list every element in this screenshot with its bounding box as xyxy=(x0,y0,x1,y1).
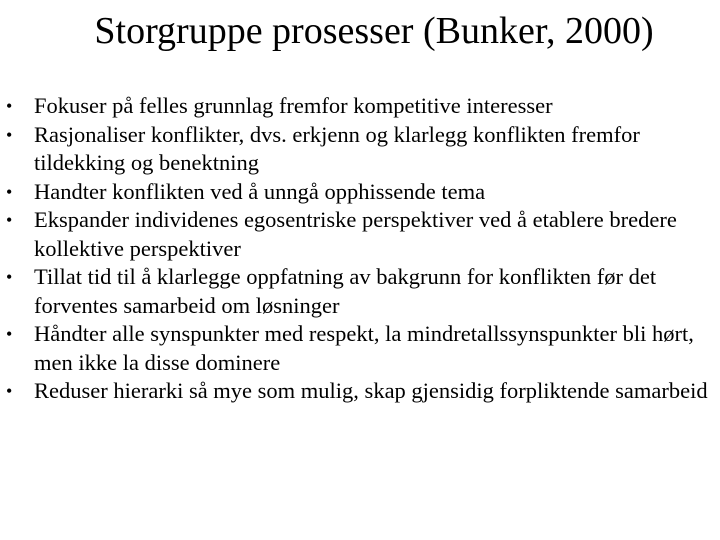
bullet-icon: • xyxy=(6,324,13,344)
bullet-text: Håndter alle synspunkter med respekt, la mindretallssynspunkter bli hørt, men ikke la disse dominere xyxy=(34,321,694,375)
bullet-icon: • xyxy=(6,96,13,116)
bullet-text: Tillat tid til å klarlegge oppfatning av bakgrunn for konflikten før det forventes samarbeid om løsninger xyxy=(34,264,657,318)
bullet-item xyxy=(6,178,718,207)
bullet-text: Fokuser på felles grunnlag fremfor kompetitive interesser xyxy=(34,93,553,118)
bullet-icon: • xyxy=(6,381,13,401)
bullet-text: Reduser hierarki så mye som mulig, skap gjensidig forpliktende samarbeid xyxy=(34,378,708,403)
bullet-text: Handter konflikten ved å unngå opphissende tema xyxy=(34,178,486,204)
bullet-text: Rasjonaliser konflikter, dvs. erkjenn og klarlegg konflikten fremfor tildekking og benektning xyxy=(34,121,640,175)
bullet-item xyxy=(6,377,718,406)
bullet-item xyxy=(6,121,718,178)
bullet-icon: • xyxy=(6,181,13,202)
bullet-item xyxy=(6,320,718,377)
bullet-icon: • xyxy=(6,124,13,145)
bullet-item xyxy=(6,206,718,263)
bullet-item xyxy=(6,263,718,320)
bullet-icon: • xyxy=(6,267,13,287)
bullet-text: Ekspander individenes egosentriske perspektiver ved å etablere bredere kollektive perspektiver xyxy=(34,207,677,261)
slide-title: Storgruppe prosesser (Bunker, 2000) xyxy=(94,10,654,52)
bullet-item xyxy=(6,92,718,121)
bullet-list xyxy=(6,92,718,406)
bullet-icon: • xyxy=(6,210,13,230)
